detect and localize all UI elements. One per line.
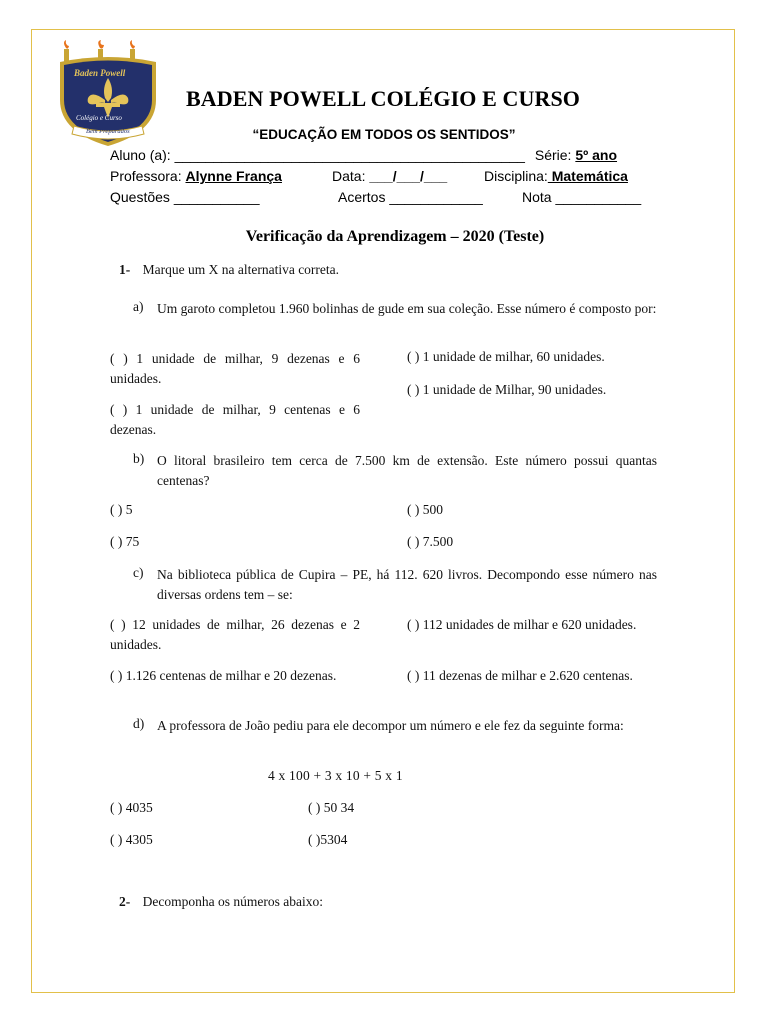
disciplina-label: Disciplina: [484, 168, 548, 184]
acertos-blank[interactable]: ____________ [389, 189, 483, 205]
q1a-option-3[interactable]: ( ) 1 unidade de milhar, 9 centenas e 6 dezenas. [110, 402, 360, 437]
q2-header [119, 894, 323, 910]
q1c-letter: c) [133, 565, 144, 580]
questoes-group [110, 189, 259, 205]
q1-number: 1- [119, 262, 131, 277]
nota-blank[interactable]: ___________ [555, 189, 642, 205]
q1a-option-1[interactable]: ( ) 1 unidade de milhar, 9 dezenas e 6 unidades. [110, 351, 360, 386]
q1a-letter: a) [133, 299, 144, 314]
professora-value: Alynne França [185, 168, 282, 184]
q1a-option-4[interactable]: ( ) 1 unidade de Milhar, 90 unidades. [407, 382, 607, 397]
serie-label: Série: [534, 147, 572, 163]
logo-line3: Bem Preparados [86, 128, 130, 135]
q1c-option-4[interactable]: ( ) 11 dezenas de milhar e 2.620 centenas. [407, 668, 633, 683]
q1b-option-4[interactable]: ( ) 7.500 [407, 534, 454, 549]
aluno-row [110, 147, 617, 163]
q1d-option-1[interactable]: ( ) 4035 [110, 800, 153, 815]
serie-value: 5º ano [575, 147, 618, 163]
q1b-letter: b) [133, 451, 145, 466]
q1c-option-2[interactable]: ( ) 112 unidades de milhar e 620 unidades. [407, 617, 637, 632]
q1-header [119, 262, 339, 278]
q1d-text: A professora de João pediu para ele decompor um número e ele fez da seguinte forma: [157, 718, 624, 733]
q1c-option-1[interactable]: ( ) 12 unidades de milhar, 26 dezenas e 2 unidades. [110, 617, 360, 652]
school-name: BADEN POWELL COLÉGIO E CURSO [186, 86, 580, 111]
data-label: Data: [332, 168, 366, 184]
q1a-text: Um garoto completou 1.960 bolinhas de gude em sua coleção. Esse número é composto por: [157, 301, 657, 316]
logo-line1: Baden Powell [74, 68, 126, 78]
q1b-option-3[interactable]: ( ) 75 [110, 534, 140, 549]
q1c-text: Na biblioteca pública de Cupira – PE, há 112. 620 livros. Decompondo esse número nas diversas ordens tem – se: [157, 567, 657, 602]
aluno-blank[interactable]: _____________________________________________ [174, 147, 525, 163]
questoes-label: Questões [110, 189, 170, 205]
q2-prompt: Decomponha os números abaixo: [142, 894, 323, 909]
q2-number: 2- [119, 894, 131, 909]
disciplina-value: Matemática [547, 168, 628, 184]
q1a-option-2[interactable]: ( ) 1 unidade de milhar, 60 unidades. [407, 349, 605, 364]
q1b-option-1[interactable]: ( ) 5 [110, 502, 133, 517]
q1b-option-2[interactable]: ( ) 500 [407, 502, 443, 517]
professora-group [110, 168, 282, 184]
q1d-option-2[interactable]: ( ) 50 34 [308, 800, 355, 815]
q1b-text: O litoral brasileiro tem cerca de 7.500 km de extensão. Este número possui quantas centenas? [157, 453, 657, 488]
questoes-blank[interactable]: ___________ [173, 189, 260, 205]
nota-group [522, 189, 641, 205]
data-group [332, 168, 447, 184]
page-title: Verificação da Aprendizagem – 2020 (Teste) [245, 228, 545, 245]
nota-label: Nota [522, 189, 552, 205]
q1d-letter: d) [133, 716, 145, 731]
q1d-option-4[interactable]: ( )5304 [308, 832, 348, 847]
q1c-option-3[interactable]: ( ) 1.126 centenas de milhar e 20 dezenas. [110, 668, 337, 683]
q1-prompt: Marque um X na alternativa correta. [142, 262, 340, 277]
acertos-label: Acertos [338, 189, 386, 205]
school-motto: “EDUCAÇÃO EM TODOS OS SENTIDOS” [252, 127, 516, 142]
q1d-option-3[interactable]: ( ) 4305 [110, 832, 153, 847]
professora-label: Professora: [110, 168, 182, 184]
aluno-label: Aluno (a): [110, 147, 171, 163]
acertos-group [338, 189, 483, 205]
data-value[interactable]: ___/___/___ [369, 168, 448, 184]
logo-line2: Colégio e Curso [76, 114, 122, 122]
disciplina-group [484, 168, 628, 184]
q1d-formula: 4 x 100 + 3 x 10 + 5 x 1 [268, 768, 403, 783]
